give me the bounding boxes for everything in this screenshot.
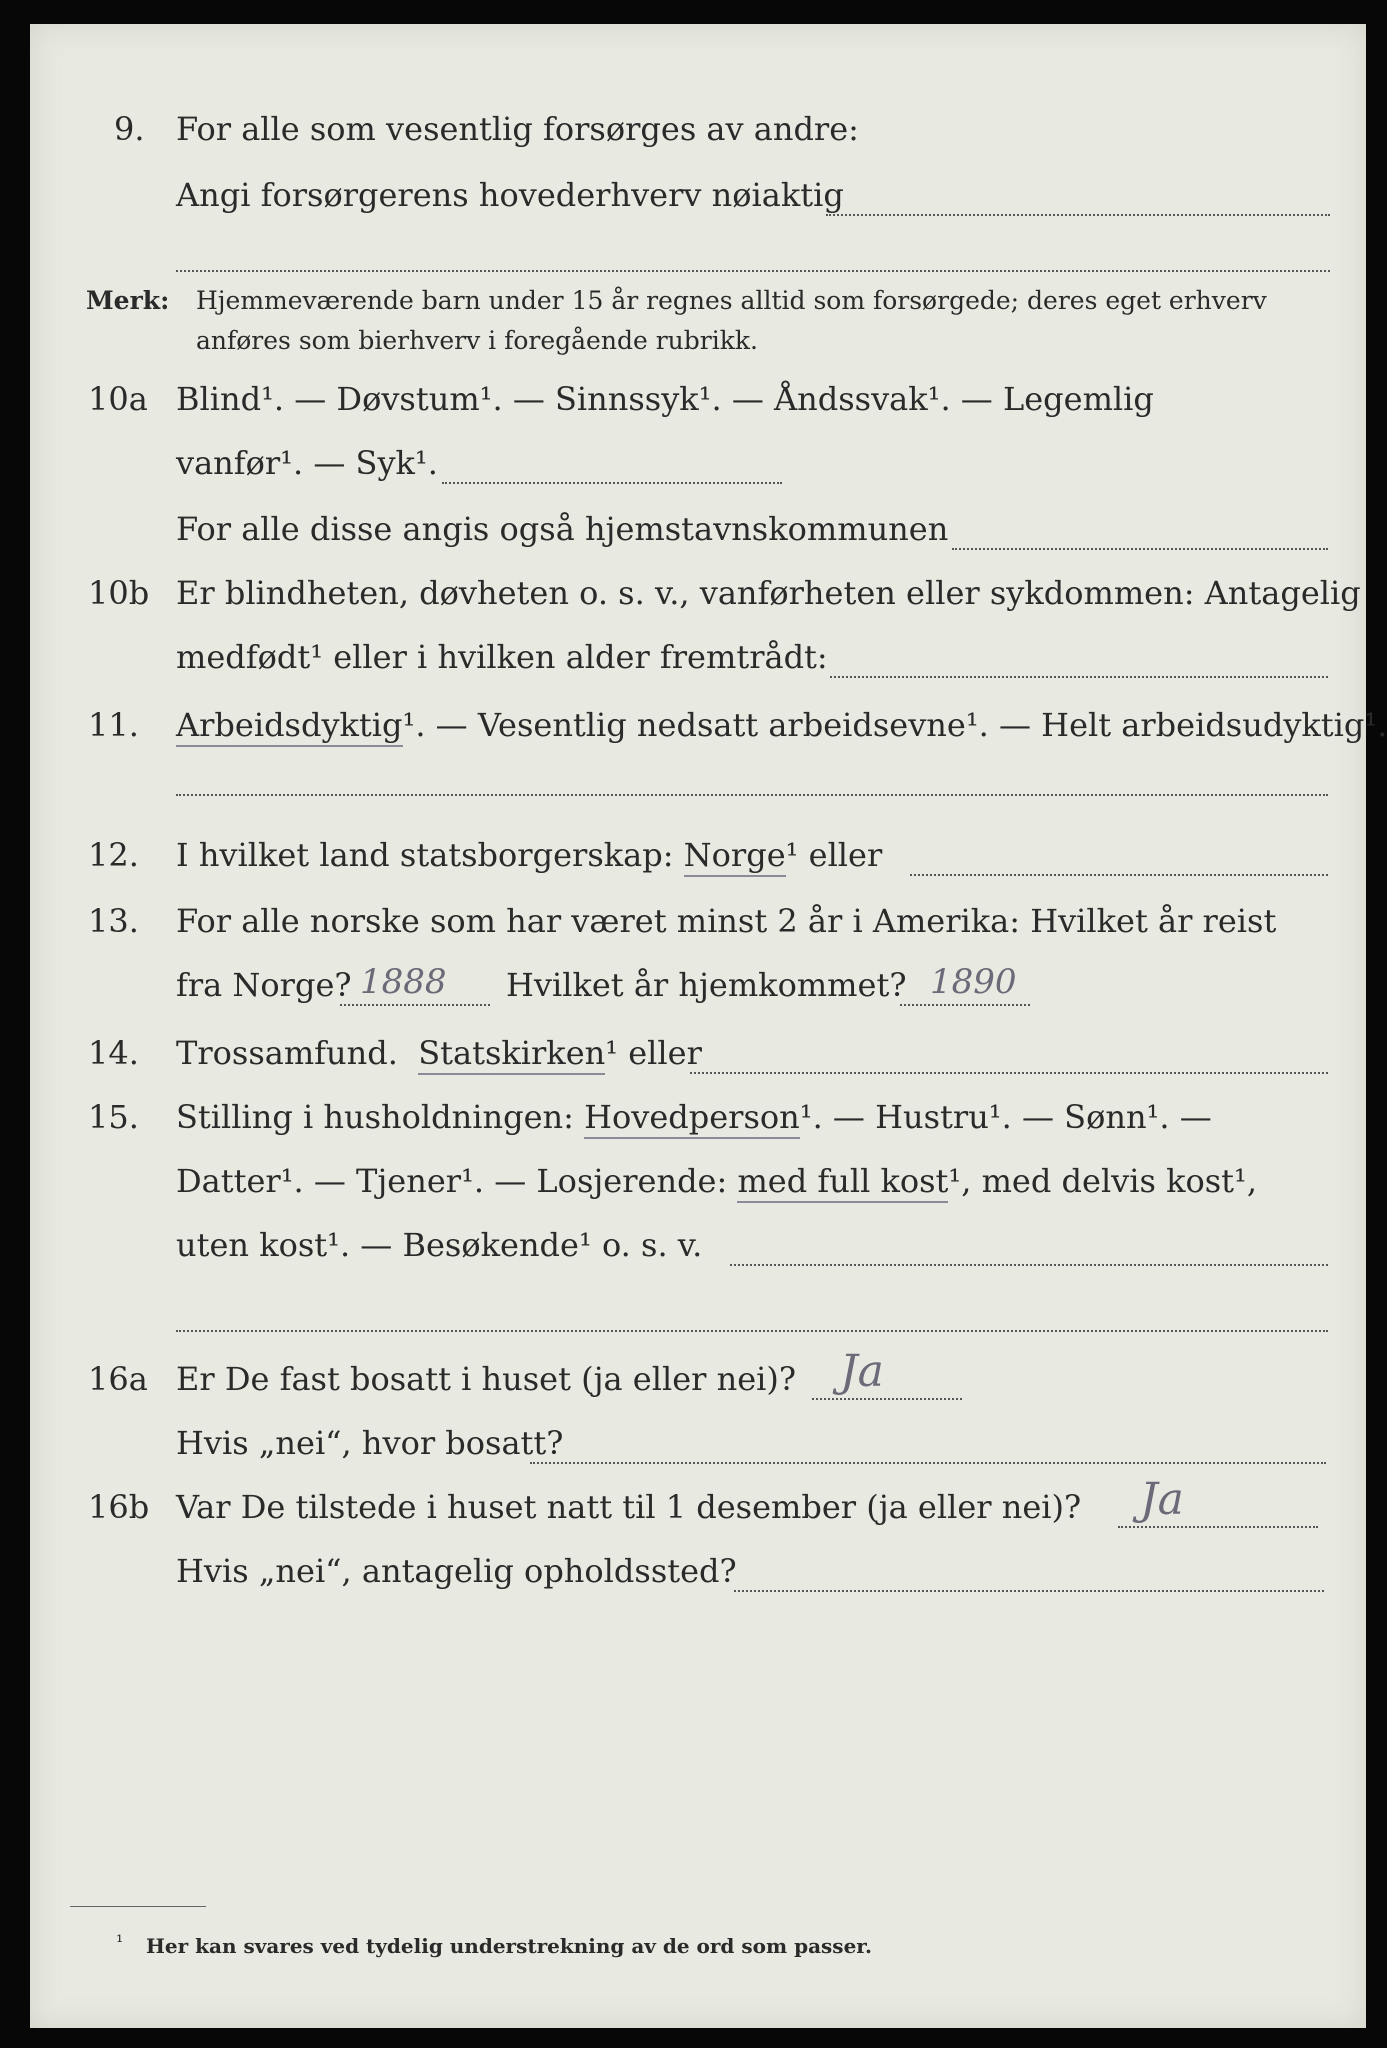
q10b-line1: Er blindheten, døvheten o. s. v., vanførheten eller sykdommen: Antagelig [176, 574, 1361, 612]
q9-answer-line[interactable] [826, 214, 1330, 216]
q11-answer-line[interactable] [176, 794, 1328, 796]
q14-post: ¹ eller [605, 1034, 702, 1072]
q10b-line2: medfødt¹ eller i hvilken alder fremtrådt: [176, 638, 828, 676]
q10a-number: 10a [88, 380, 148, 418]
q16a-bosatt-answer-line[interactable] [530, 1462, 1326, 1464]
q10a-line3: For alle disse angis også hjemstavnskommunen [176, 510, 949, 548]
q12-answer-line[interactable] [910, 874, 1328, 876]
q16b-handwritten-answer: Ja [1140, 1474, 1184, 1525]
q13-reist-answer-line[interactable] [340, 1004, 490, 1006]
q15-number: 15. [88, 1098, 139, 1136]
q15-underlined-full-kost: med full kost [737, 1162, 948, 1203]
merk-line2: anføres som bierhverv i foregående rubrikk. [196, 326, 758, 355]
q9-line2: Angi forsørgerens hovederhverv nøiaktig [176, 176, 844, 214]
q15-line3: uten kost¹. — Besøkende¹ o. s. v. [176, 1226, 703, 1264]
q11-number: 11. [88, 706, 139, 744]
q16b-line1: Var De tilstede i huset natt til 1 desember (ja eller nei)? [176, 1488, 1082, 1526]
q14-pre: Trossamfund. [176, 1034, 398, 1072]
q15-answer-line-2[interactable] [176, 1330, 1328, 1332]
q12-post: ¹ eller [785, 836, 883, 874]
q14-underlined-answer: Statskirken [418, 1034, 605, 1075]
q13-line1: For alle norske som har været minst 2 år i Amerika: Hvilket år reist [176, 902, 1277, 940]
q12-number: 12. [88, 836, 139, 874]
q16a-number: 16a [88, 1360, 148, 1398]
q15-line1 [176, 1098, 1212, 1136]
q16b-opholdssted-answer-line[interactable] [734, 1590, 1324, 1592]
q13-line2a: fra Norge? [176, 966, 352, 1004]
q10a-line2: vanfør¹. — Syk¹. [176, 444, 438, 482]
q10b-number: 10b [88, 574, 150, 612]
footnote-text: Her kan svares ved tydelig understrekning av de ord som passer. [146, 1934, 872, 1958]
q14-number: 14. [88, 1034, 139, 1072]
q16a-answer-line[interactable] [812, 1398, 962, 1400]
q16a-line2: Hvis „nei“, hvor bosatt? [176, 1424, 564, 1462]
q13-number: 13. [88, 902, 139, 940]
footnote-mark: ¹ [116, 1932, 124, 1953]
q15-answer-line[interactable] [730, 1264, 1328, 1266]
q10a-line1: Blind¹. — Døvstum¹. — Sinnssyk¹. — Åndssvak¹. — Legemlig [176, 380, 1154, 418]
q15-line1b: ¹. — Hustru¹. — Sønn¹. — [799, 1098, 1212, 1136]
q16b-answer-line[interactable] [1118, 1526, 1318, 1528]
q15-underlined-hovedperson: Hovedperson [584, 1098, 800, 1139]
census-form-sheet [30, 24, 1387, 2028]
q14-answer-line[interactable] [690, 1072, 1328, 1074]
q15-line2 [176, 1162, 1257, 1200]
q16b-number: 16b [88, 1488, 150, 1526]
q12-pre: I hvilket land statsborgerskap: [176, 836, 674, 874]
merk-line1: Hjemmeværende barn under 15 år regnes alltid som forsørgede; deres eget erhverv [196, 286, 1267, 315]
q11-rest: ¹. — Vesentlig nedsatt arbeidsevne¹. — Helt arbeidsudyktig¹. [402, 706, 1387, 744]
q16a-line1: Er De fast bosatt i huset (ja eller nei)? [176, 1360, 797, 1398]
q9-number: 9. [114, 110, 145, 148]
q9-line1: For alle som vesentlig forsørges av andre: [176, 110, 859, 148]
q16b-line2: Hvis „nei“, antagelig opholdssted? [176, 1552, 737, 1590]
q13-hjemkommet-answer-line[interactable] [900, 1004, 1030, 1006]
q12-underlined-answer: Norge [684, 836, 786, 877]
q10b-answer-line[interactable] [830, 676, 1328, 678]
q11-line [176, 706, 1387, 744]
merk-label: Merk: [86, 286, 170, 315]
q15-line2a: Datter¹. — Tjener¹. — Losjerende: [176, 1162, 728, 1200]
q13-handwritten-year-hjemkommet: 1890 [930, 962, 1017, 1002]
footnote-rule [70, 1906, 206, 1907]
q14-line [176, 1034, 702, 1072]
q10a-syk-answer-line[interactable] [442, 482, 782, 484]
q13-line2b: Hvilket år hjemkommet? [506, 966, 907, 1004]
q15-line2b: ¹, med delvis kost¹, [948, 1162, 1258, 1200]
q15-line1a: Stilling i husholdningen: [176, 1098, 574, 1136]
q12-line [176, 836, 882, 874]
q11-underlined-answer: Arbeidsdyktig [176, 706, 403, 747]
q16a-handwritten-answer: Ja [840, 1346, 884, 1397]
q10a-hjemstavn-answer-line[interactable] [952, 548, 1328, 550]
q13-handwritten-year-reist: 1888 [360, 962, 447, 1002]
q9-answer-line-2[interactable] [176, 270, 1330, 272]
